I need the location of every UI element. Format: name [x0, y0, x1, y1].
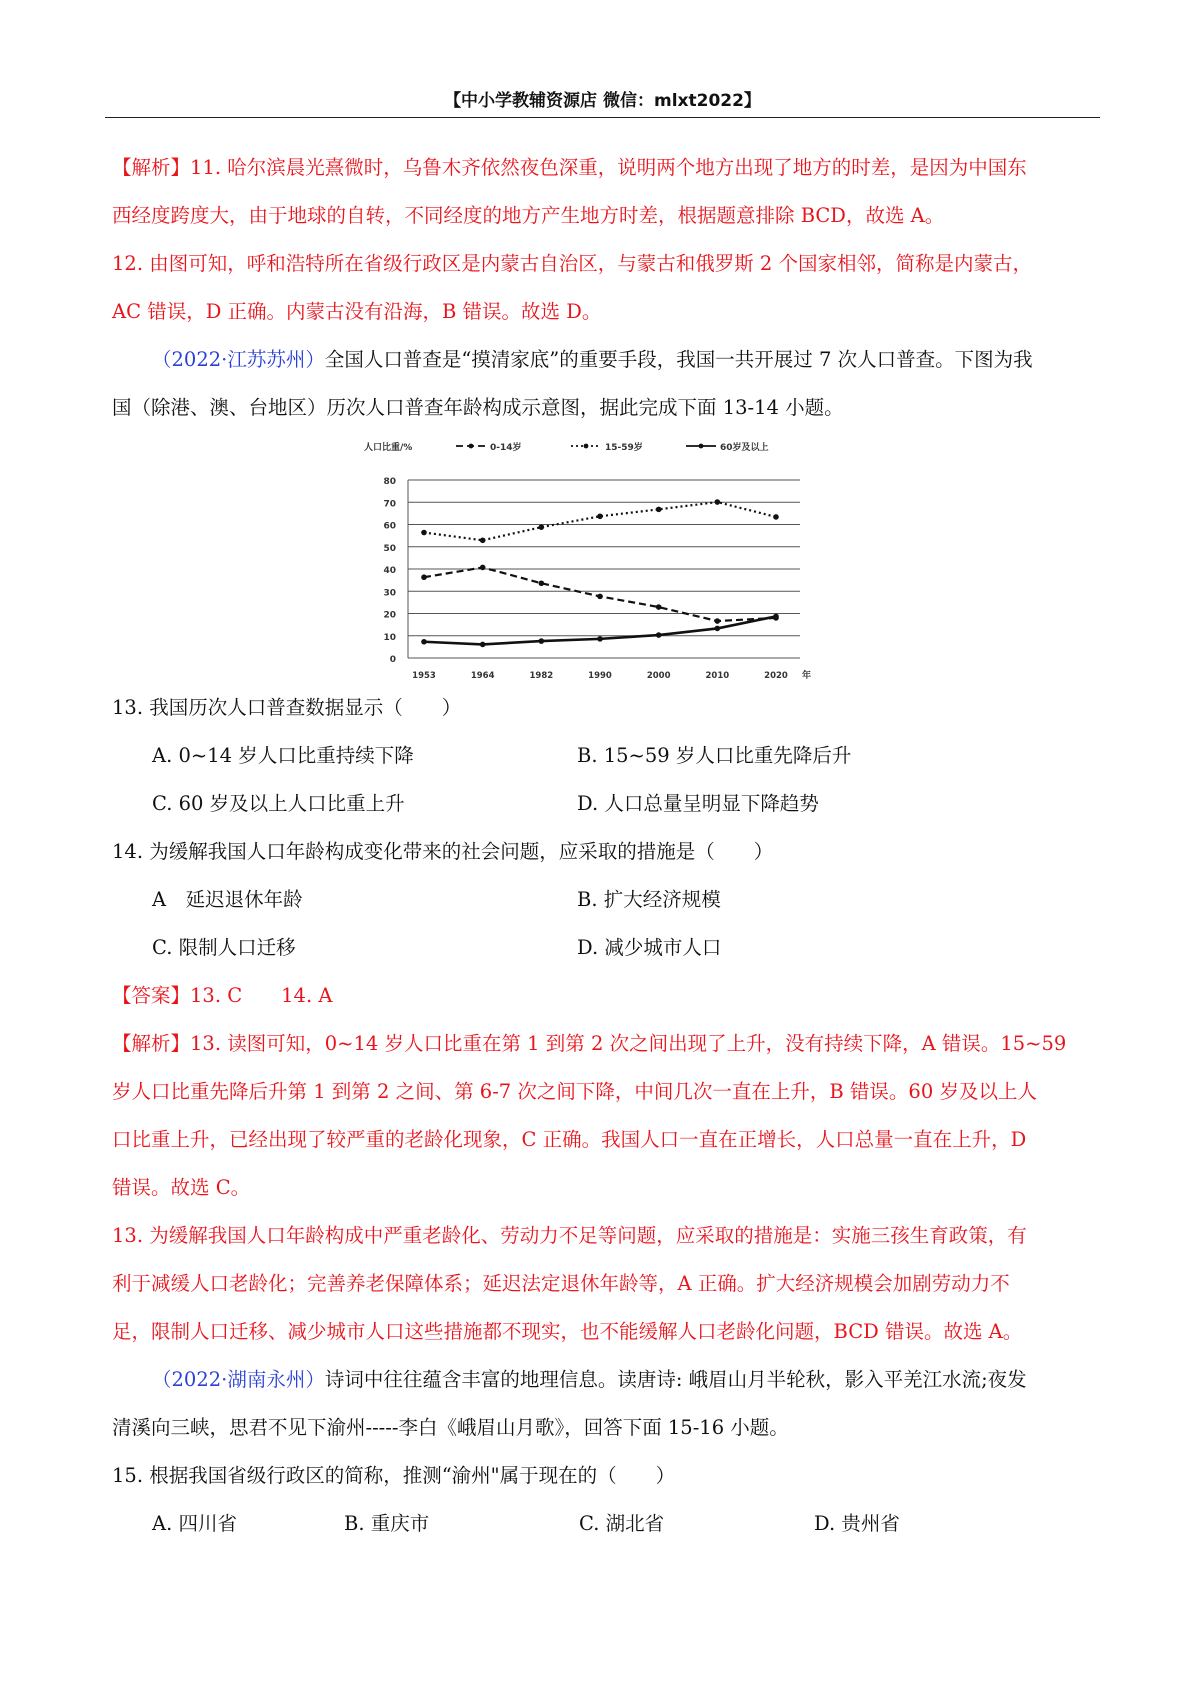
answer-text: 13. C 14. A — [190, 984, 333, 1007]
question-13-options-row-1 — [112, 732, 1100, 780]
question-13-options-row-2 — [112, 780, 1100, 828]
analysis-12-line-1: 12. 由图可知，呼和浩特所在省级行政区是内蒙古自治区，与蒙古和俄罗斯 2 个国家相邻，简称是内蒙古， — [112, 252, 1033, 275]
data-point — [715, 626, 721, 632]
data-point — [773, 614, 779, 620]
analysis-14 — [112, 1212, 1100, 1356]
option-b: B. 重庆市 — [344, 1512, 430, 1535]
series-line — [424, 502, 776, 540]
age-structure-line-chart — [356, 436, 816, 680]
analysis-13-line-3: 口比重上升，已经出现了较严重的老龄化现象，C 正确。我国人口一直在正增长，人口总量一直在上升，D — [112, 1128, 1027, 1151]
option-d: D. 人口总量呈明显下降趋势 — [577, 792, 819, 815]
legend-marker — [584, 444, 589, 449]
question-13 — [112, 684, 1100, 828]
x-axis-unit: 年 — [802, 671, 812, 680]
x-tick-label: 2000 — [646, 671, 671, 680]
legend-label: 0-14岁 — [490, 443, 522, 453]
x-tick-label: 1982 — [529, 671, 554, 680]
data-point — [656, 507, 662, 513]
analysis-11-line-1: 【解析】11. 哈尔滨晨光熹微时，乌鲁木齐依然夜色深重，说明两个地方出现了地方的时差，是因为中国东 — [112, 156, 1027, 179]
source-tag: （2022·湖南永州） — [152, 1368, 325, 1391]
answer-13-14 — [112, 972, 1100, 1020]
y-tick-label: 10 — [383, 632, 396, 643]
y-tick-label: 30 — [383, 588, 396, 599]
document-body — [112, 144, 1100, 1548]
y-tick-label: 70 — [383, 499, 396, 510]
intro-13-14-line-1: （2022·江苏苏州）全国人口普查是“摸清家底”的重要手段，我国一共开展过 7 次人口普查。下图为我 — [152, 348, 1033, 371]
data-point — [773, 514, 779, 520]
analysis-label: 【解析】 — [112, 1032, 191, 1055]
analysis-11-line-2: 西经度跨度大，由于地球的自转，不同经度的地方产生地方时差，根据题意排除 BCD，故选 A。 — [112, 204, 945, 227]
question-15-options — [112, 1500, 1100, 1548]
option-d: D. 减少城市人口 — [577, 936, 722, 959]
intro-15-16-line-1: （2022·湖南永州）诗词中往往蕴含丰富的地理信息。读唐诗: 峨眉山月半轮秋，影入平羌江水流;夜发 — [152, 1368, 1027, 1391]
analysis-12-line-2: AC 错误，D 正确。内蒙古没有沿海，B 错误。故选 D。 — [112, 300, 602, 323]
x-tick-label: 1990 — [588, 671, 612, 680]
source-tag: （2022·江苏苏州） — [152, 348, 325, 371]
y-tick-label: 60 — [383, 521, 396, 532]
data-point — [539, 524, 545, 530]
data-point — [597, 513, 603, 519]
x-tick-label: 2010 — [705, 671, 730, 680]
question-13-stem: 13. 我国历次人口普查数据显示（ ） — [112, 696, 462, 719]
intro-15-16 — [112, 1356, 1100, 1452]
data-point — [597, 594, 603, 600]
data-point — [715, 499, 721, 505]
data-point — [421, 639, 427, 645]
option-a: A 延迟退休年龄 — [152, 888, 303, 911]
y-tick-label: 50 — [383, 543, 396, 554]
x-tick-label: 2020 — [764, 671, 788, 680]
data-point — [656, 632, 662, 638]
data-point — [421, 530, 427, 536]
answer-line — [112, 972, 1100, 1020]
option-c: C. 湖北省 — [579, 1512, 665, 1535]
page-header — [105, 84, 1100, 118]
header-text: 【中小学教辅资源店 微信：mlxt2022】 — [444, 91, 761, 111]
analysis-14-line-3: 足，限制人口迁移、减少城市人口这些措施都不现实，也不能缓解人口老龄化问题，BCD 错误。故选 A。 — [112, 1320, 1023, 1343]
legend-label: 60岁及以上 — [720, 443, 769, 453]
intro-13-14-line-2: 国（除港、澳、台地区）历次人口普查年龄构成示意图，据此完成下面 13-14 小题。 — [112, 396, 844, 419]
data-point — [597, 636, 603, 642]
data-point — [480, 642, 486, 648]
intro-13-14 — [112, 336, 1100, 432]
x-tick-label: 1953 — [412, 671, 436, 680]
data-point — [480, 537, 486, 543]
answer-label: 【答案】 — [112, 984, 191, 1007]
legend-marker — [699, 444, 704, 449]
analysis-label: 【解析】 — [112, 156, 191, 179]
x-tick-label: 1964 — [470, 671, 495, 680]
analysis-13 — [112, 1020, 1100, 1212]
option-d: D. 贵州省 — [814, 1512, 900, 1535]
analysis-14-line-1: 13. 为缓解我国人口年龄构成中严重老龄化、劳动力不足等问题，应采取的措施是：实施三孩生育政策，有 — [112, 1224, 1027, 1247]
y-tick-label: 20 — [383, 610, 396, 621]
intro-15-16-line-2: 清溪向三峡，思君不见下渝州-----李白《峨眉山月歌》，回答下面 15-16 小题。 — [112, 1416, 789, 1439]
question-14 — [112, 828, 1100, 972]
analysis-13-line-4: 错误。故选 C。 — [112, 1176, 251, 1199]
data-point — [656, 604, 662, 610]
option-a: A. 0~14 岁人口比重持续下降 — [152, 744, 414, 767]
question-15-stem: 15. 根据我国省级行政区的简称，推测“渝州"属于现在的（ ） — [112, 1464, 676, 1487]
data-point — [421, 574, 427, 580]
data-point — [715, 618, 721, 624]
analysis-11 — [112, 144, 1100, 240]
y-tick-label: 40 — [383, 566, 396, 576]
analysis-13-line-2: 岁人口比重先降后升第 1 到第 2 之间、第 6-7 次之间下降，中间几次一直在上升，B 错误。60 岁及以上人 — [112, 1080, 1037, 1103]
analysis-14-line-2: 利于减缓人口老龄化；完善养老保障体系；延迟法定退休年龄等，A 正确。扩大经济规模会加剧劳动力不 — [112, 1272, 1010, 1295]
question-14-options-row-1 — [112, 876, 1100, 924]
y-tick-label: 0 — [389, 655, 396, 665]
option-c: C. 60 岁及以上人口比重上升 — [152, 792, 405, 815]
data-point — [539, 638, 545, 644]
option-b: B. 扩大经济规模 — [577, 888, 721, 911]
analysis-12 — [112, 240, 1100, 336]
question-14-options-row-2 — [112, 924, 1100, 972]
legend-label: 15-59岁 — [605, 443, 643, 453]
data-point — [480, 565, 486, 571]
data-point — [539, 580, 545, 586]
y-axis-label: 人口比重/% — [364, 443, 413, 453]
y-tick-label: 80 — [383, 477, 396, 487]
population-chart — [112, 432, 1100, 684]
analysis-13-line-1: 【解析】13. 读图可知，0~14 岁人口比重在第 1 到第 2 次之间出现了上升，没有持续下降，A 错误。15~59 — [112, 1032, 1067, 1055]
legend-marker — [469, 444, 474, 449]
option-c: C. 限制人口迁移 — [152, 936, 296, 959]
question-15 — [112, 1452, 1100, 1548]
option-b: B. 15~59 岁人口比重先降后升 — [577, 744, 852, 767]
option-a: A. 四川省 — [152, 1512, 237, 1535]
question-14-stem: 14. 为缓解我国人口年龄构成变化带来的社会问题，应采取的措施是（ ） — [112, 840, 774, 863]
